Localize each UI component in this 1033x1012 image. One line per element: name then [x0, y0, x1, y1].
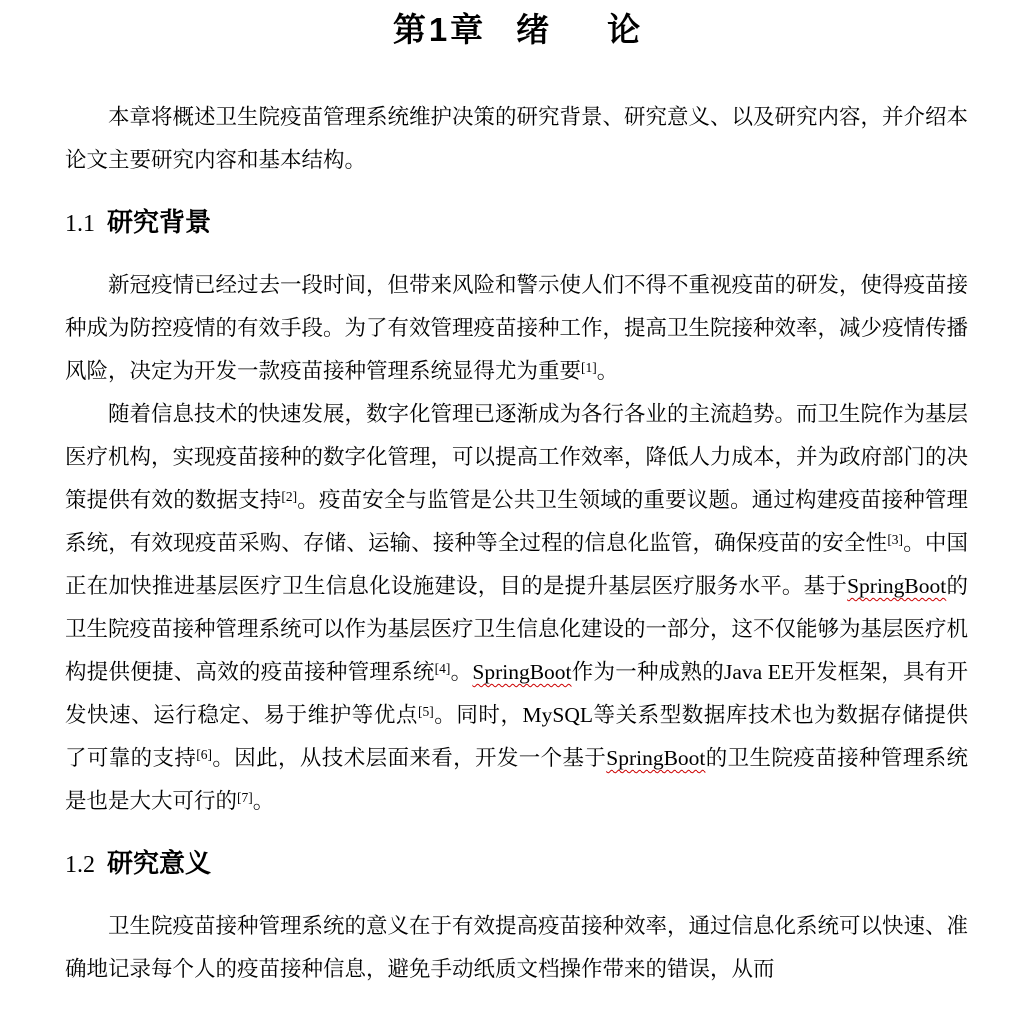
text-run: 。同时，MySQL等关系型数据库技术也为数据存储提供了可靠的支持	[65, 703, 968, 770]
section-number: 1.2	[65, 852, 95, 878]
text-run: 。中国正在加快推进基层医疗卫生信息化设施建设，目的是提升基层医疗服务水平。基于	[65, 531, 968, 598]
body-paragraph	[65, 96, 968, 182]
body-paragraph	[65, 393, 968, 823]
text-run: 随着信息技术的快速发展，数字化管理已逐渐成为各行各业的主流趋势。而卫生院作为基层医疗机构，实现疫苗接种的数字化管理，可以提高工作效率，降低人力成本，并为政府部门的决策提供有效的数据支持	[65, 402, 969, 512]
chapter-number: 第1章	[392, 11, 487, 48]
section-heading-1.1	[65, 206, 968, 240]
spellcheck-underlined-word: SpringBoot	[847, 574, 947, 598]
text-run: 新冠疫情已经过去一段时间，但带来风险和警示使人们不得不重视疫苗的研发，使得疫苗接种成为防控疫情的有效手段。为了有效管理疫苗接种工作，提高卫生院接种效率，减少疫情传播风险，决定为开发一款疫苗接种管理系统显得尤为重要	[65, 273, 969, 383]
citation-marker: [5]	[417, 704, 434, 719]
chapter-title-word-1: 绪	[516, 11, 550, 48]
section-number: 1.1	[65, 211, 95, 237]
text-run: 。	[596, 359, 619, 383]
citation-marker: [1]	[581, 360, 597, 375]
text-run: 本章将概述卫生院疫苗管理系统维护决策的研究背景、研究意义、以及研究内容，并介绍本论文主要研究内容和基本结构。	[65, 105, 969, 172]
document-body	[65, 96, 968, 991]
section-heading-1.2	[65, 847, 968, 881]
text-run: 。	[252, 789, 275, 813]
citation-marker: [6]	[196, 747, 213, 762]
body-paragraph	[65, 264, 968, 393]
section-title: 研究背景	[107, 207, 212, 237]
citation-marker: [4]	[434, 661, 451, 676]
section-title: 研究意义	[107, 848, 212, 878]
text-run: 的卫生院疫苗接种管理系统是也是大大可行的	[65, 746, 968, 813]
chapter-title	[65, 8, 968, 52]
text-run: 。	[450, 660, 473, 684]
text-run: 。因此，从技术层面来看，开发一个基于	[212, 746, 607, 770]
chapter-title-word-2: 论	[607, 11, 641, 48]
citation-marker: [2]	[281, 489, 298, 504]
text-run: 卫生院疫苗接种管理系统的意义在于有效提高疫苗接种效率，通过信息化系统可以快速、准确地记录每个人的疫苗接种信息，避免手动纸质文档操作带来的错误，从而	[65, 914, 969, 981]
text-run: 。疫苗安全与监管是公共卫生领域的重要议题。通过构建疫苗接种管理系统，有效现疫苗采购、存储、运输、接种等全过程的信息化监管，确保疫苗的安全性	[65, 488, 968, 555]
spellcheck-underlined-word: SpringBoot	[472, 660, 572, 684]
text-run: 作为一种成熟的Java EE开发框架，具有开发快速、运行稳定、易于维护等优点	[65, 660, 968, 727]
citation-marker: [3]	[887, 532, 904, 547]
body-paragraph	[65, 905, 968, 991]
citation-marker: [7]	[237, 790, 253, 805]
text-run: 的卫生院疫苗接种管理系统可以作为基层医疗卫生信息化建设的一部分，这不仅能够为基层医疗机构提供便捷、高效的疫苗接种管理系统	[65, 574, 969, 684]
spellcheck-underlined-word: SpringBoot	[606, 746, 706, 770]
